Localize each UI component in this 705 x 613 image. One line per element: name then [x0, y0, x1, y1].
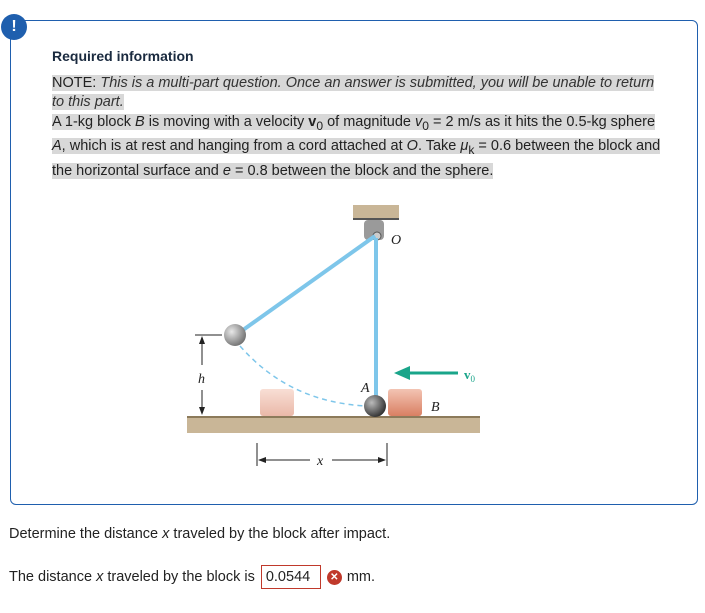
alert-icon: ! — [1, 14, 27, 40]
note-body: This is a multi-part question. Once an answer is submitted, you will be unable to return to this part. — [52, 75, 655, 110]
ceiling-support — [353, 205, 399, 219]
swing-path — [240, 346, 368, 406]
problem-text: A 1-kg block — [52, 114, 136, 130]
var-v0: v — [414, 114, 423, 130]
var-O: O — [406, 138, 418, 155]
label-A: A — [361, 381, 370, 396]
label-B: B — [431, 400, 440, 415]
ground-surface — [187, 416, 480, 433]
ground-edge — [187, 416, 480, 418]
problem-text: , which is at rest and hanging from a cord attached at — [61, 138, 407, 155]
problem-text: . Take — [417, 138, 461, 155]
x-arrow-right — [378, 457, 386, 463]
var-mu: μ — [460, 138, 469, 155]
subscript: 0 — [422, 118, 429, 133]
ceiling-edge — [353, 218, 399, 220]
h-arrow-up — [199, 336, 205, 344]
problem-text: = 0.8 between the block and the sphere. — [230, 162, 494, 179]
sphere-swung — [224, 324, 246, 346]
problem-text: = 2 m/s as it hits the 0.5-kg sphere — [428, 114, 656, 130]
problem-statement — [52, 112, 662, 181]
answer-unit: mm. — [346, 569, 376, 585]
answer-label: traveled by the block is — [107, 569, 255, 585]
velocity-arrowhead — [394, 366, 410, 380]
problem-figure — [180, 198, 490, 478]
label-h: h — [198, 372, 205, 387]
problem-text: = 0.6 between the block and the horizontal surface and — [52, 138, 661, 179]
h-arrow-down — [199, 407, 205, 415]
problem-text: of magnitude — [323, 114, 415, 130]
subscript: k — [468, 143, 475, 158]
var-A: A — [52, 138, 62, 155]
var-x: x — [162, 526, 170, 542]
label-O: O — [391, 233, 402, 248]
label-v0: $v_0$ — [464, 367, 475, 384]
cord-swung — [236, 236, 375, 335]
var-v0-vector: v — [308, 114, 317, 130]
block-B — [388, 389, 422, 416]
var-x: x — [96, 569, 104, 585]
problem-text: is moving with a velocity — [144, 114, 309, 130]
subscript: 0 — [316, 118, 324, 133]
label-x: x — [317, 454, 324, 469]
block-final-position — [260, 389, 294, 416]
note-text — [52, 74, 662, 112]
note-prefix: NOTE: — [52, 75, 97, 91]
question-text: Determine the distance x traveled by the block after impact. — [9, 526, 391, 542]
info-title: Required information — [52, 48, 194, 64]
answer-input[interactable]: 0.0544 — [261, 565, 321, 589]
x-arrow-left — [258, 457, 266, 463]
sphere-A — [364, 395, 386, 417]
answer-row — [9, 565, 375, 589]
incorrect-icon: ✕ — [327, 570, 342, 585]
answer-label: The distance — [9, 569, 93, 585]
var-e: e — [222, 162, 231, 179]
var-B: B — [135, 114, 145, 130]
